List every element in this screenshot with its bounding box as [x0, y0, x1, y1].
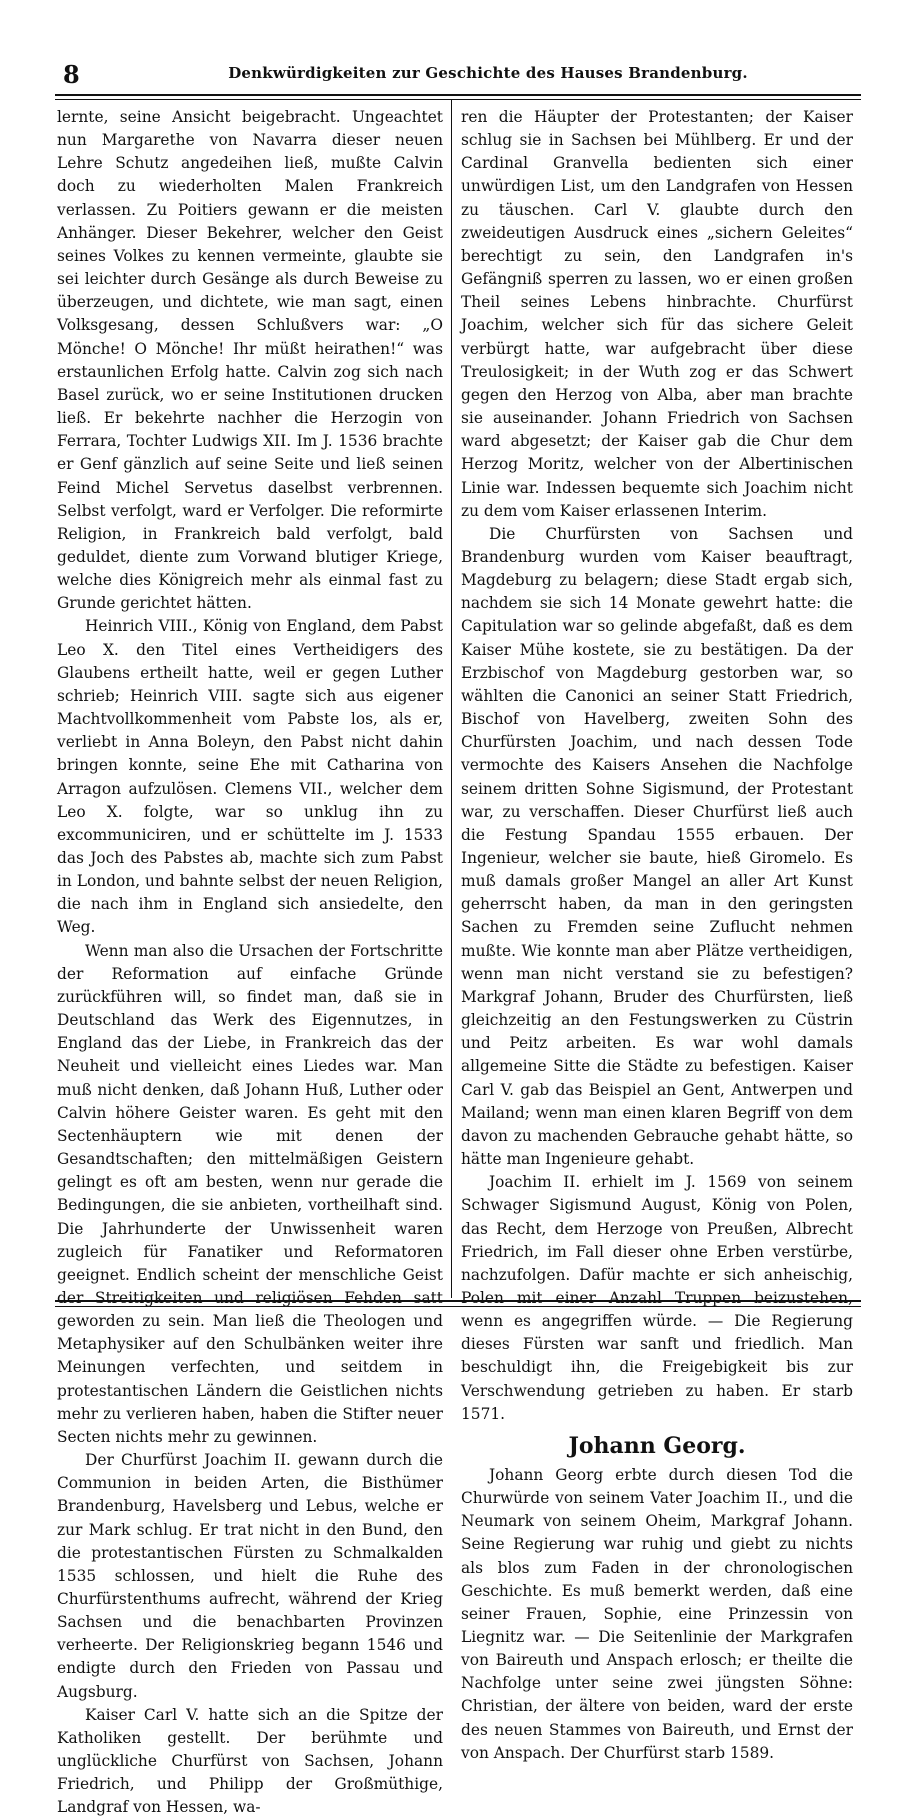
page-header	[55, 58, 861, 92]
paragraph: Heinrich VIII., König von England, dem Pabst Leo X. den Titel eines Vertheidigers des Glaubens ertheilt hatte, weil er gegen Luther schrieb; Heinrich VIII. sagte sich aus eigener Machtvollkommenheit vom Pabste los, als er, verliebt in Anna Boleyn, den Pabst nicht dahin bringen konnte, seine Ehe mit Catharina von Arragon aufzulösen. Clemens VII., welcher dem Leo X. folgte, war so unklug ihn zu excommuniciren, und er schüttelte im J. 1533 das Joch des Pabstes ab, machte sich zum Pabst in London, und bahnte selbst der neuen Religion, die nach ihm in England sich ansiedelte, den Weg.	[57, 617, 443, 937]
footer-rule	[55, 1300, 861, 1302]
right-column	[461, 106, 853, 1765]
document-page	[55, 58, 861, 1817]
paragraph: Der Churfürst Joachim II. gewann durch die Communion in beiden Arten, die Bisthümer Brandenburg, Havelsberg und Lebus, welche er zur Mark schlug. Er trat nicht in den Bund, den die protestantischen Fürsten zu Schmalkalden 1535 schlossen, und hielt die Ruhe des Churfürstenthums aufrecht, während der Krieg Sachsen und die benachbarten Provinzen verheerte. Der Religionskrieg begann 1546 und endigte durch den Frieden von Passau und Augsburg.	[57, 1451, 443, 1701]
paragraph: Wenn man also die Ursachen der Fortschritte der Reformation auf einfache Gründe zurückführen will, so findet man, daß sie in Deutschland das Werk des Eigennutzes, in England das der Liebe, in Frankreich das der Neuheit und vielleicht eines Liedes war. Man muß nicht denken, daß Johann Huß, Luther oder Calvin höhere Geister waren. Es geht mit den Sectenhäuptern wie mit denen der Gesandtschaften; den mittelmäßigen Geistern gelingt es oft am besten, wenn nur gerade die Bedingungen, die sie anbieten, vortheilhaft sind. Die Jahrhunderte der Unwissenheit waren zugleich für Fanatiker und Reformatoren geeignet. Endlich scheint der menschliche Geist der Streitigkeiten und religiösen Fehden satt geworden zu sein. Man ließ die Theologen und Metaphysiker auf den Schulbänken weiter ihre Meinungen verfechten, und seitdem in protestantischen Ländern die Geistlichen nichts mehr zu verlieren haben, haben die Stifter neuer Secten nichts mehr zu gewinnen.	[57, 941, 443, 1446]
header-rule	[55, 94, 861, 96]
paragraph: Joachim II. erhielt im J. 1569 von seinem Schwager Sigismund August, König von Polen, das Recht, dem Herzoge von Preußen, Albrecht Friedrich, im Fall dieser ohne Erben verstürbe, nachzufolgen. Dafür machte er sich anheischig, Polen mit einer Anzahl Truppen beizustehen, wenn es angegriffen würde. — Die Regierung dieses Fürsten war sanft und friedlich. Man beschuldigt ihn, die Freigebigkeit bis zur Verschwendung getrieben zu haben. Er starb 1571.	[461, 1173, 853, 1423]
paragraph: ren die Häupter der Protestanten; der Kaiser schlug sie in Sachsen bei Mühlberg. Er und der Cardinal Granvella bedienten sich einer unwürdigen List, um den Landgrafen von Hessen zu täuschen. Carl V. glaubte durch den zweideutigen Ausdruck eines „sichern Geleites“ berechtigt zu sein, den Landgrafen in's Gefängniß sperren zu lassen, wo er einen großen Theil seines Lebens hinbrachte. Churfürst Joachim, welcher sich für das sichere Geleit verbürgt hatte, war aufgebracht über diese Treulosigkeit; in der Wuth zog er das Schwert gegen den Herzog von Alba, aber man brachte sie auseinander. Johann Friedrich von Sachsen ward abgesetzt; der Kaiser gab die Chur dem Herzog Moritz, welcher von der Albertinischen Linie war. Indessen bequemte sich Joachim nicht zu dem vom Kaiser erlassenen Interim.	[461, 108, 853, 520]
paragraph: Kaiser Carl V. hatte sich an die Spitze der Katholiken gestellt. Der berühmte und unglückliche Churfürst von Sachsen, Johann Friedrich, und Philipp der Großmüthige, Landgraf von Hessen, wa-	[57, 1705, 443, 1817]
footer-rule-thin	[55, 1306, 861, 1307]
header-rule-thin	[55, 99, 861, 100]
column-divider	[451, 100, 452, 1298]
paragraph: lernte, seine Ansicht beigebracht. Ungeachtet nun Margarethe von Navarra dieser neuen Lehre Schutz angedeihen ließ, mußte Calvin doch zu wiederholten Malen Frankreich verlassen. Zu Poitiers gewann er die meisten Anhänger. Dieser Bekehrer, welcher den Geist seines Volkes zu kennen vermeinte, glaubte sie sei leichter durch Gesänge als durch Beweise zu überzeugen, und dichtete, wie man sagt, einen Volksgesang, dessen Schlußvers war: „O Mönche! O Mönche! Ihr müßt heirathen!“ was erstaunlichen Erfolg hatte. Calvin zog sich nach Basel zurück, wo er seine Institutionen drucken ließ. Er bekehrte nachher die Herzogin von Ferrara, Tochter Ludwigs XII. Im J. 1536 brachte er Genf gänzlich auf seine Seite und ließ seinen Feind Michel Servetus daselbst verbrennen. Selbst verfolgt, ward er Verfolger. Die reformirte Religion, in Frankreich bald verfolgt, bald geduldet, diente zum Vorwand blutiger Kriege, welche dies Königreich mehr als einmal fast zu Grunde gerichtet hätten.	[57, 108, 443, 613]
paragraph: Die Churfürsten von Sachsen und Brandenburg wurden vom Kaiser beauftragt, Magdeburg zu belagern; diese Stadt ergab sich, nachdem sie sich 14 Monate gewehrt hatte: die Capitulation war so gelinde abgefaßt, daß es dem Kaiser Mühe kostete, sie zu bestätigen. Da der Erzbischof von Magdeburg gestorben war, so wählten die Canonici an seiner Statt Friedrich, Bischof von Havelberg, zweiten Sohn des Churfürsten Joachim, und nach dessen Tode vermochte des Kaisers Ansehen die Nachfolge seinem dritten Sohne Sigismund, der Protestant war, zu verschaffen. Dieser Churfürst ließ auch die Festung Spandau 1555 erbauen. Der Ingenieur, welcher sie baute, hieß Giromelo. Es muß damals großer Mangel an aller Art Kunst geherrscht haben, da man in den geringsten Sachen zu Fremden seine Zuflucht nehmen mußte. Wie konnte man aber Plätze vertheidigen, wenn man nicht verstand sie zu befestigen? Markgraf Johann, Bruder des Churfürsten, ließ gleichzeitig an den Festungswerken zu Cüstrin und Peitz arbeiten. Es war wohl damals allgemeine Sitte die Städte zu befestigen. Kaiser Carl V. gab das Beispiel an Gent, Antwerpen und Mailand; wenn man einen klaren Begriff von dem davon zu machenden Gebrauche gehabt hätte, so hätte man Ingenieure gehabt.	[461, 524, 853, 1169]
page-number: 8	[63, 60, 80, 89]
running-title: Denkwürdigkeiten zur Geschichte des Hauses Brandenburg.	[228, 64, 748, 82]
left-column	[57, 106, 443, 1820]
section-heading: Johann Georg.	[568, 1432, 746, 1459]
paragraph: Johann Georg erbte durch diesen Tod die Churwürde von seinem Vater Joachim II., und die Neumark von seinem Oheim, Markgraf Johann. Seine Regierung war ruhig und giebt zu nichts als blos zum Faden in der chronologischen Geschichte. Es muß bemerkt werden, daß eine seiner Frauen, Sophie, eine Prinzessin von Liegnitz war. — Die Seitenlinie der Markgrafen von Baireuth und Anspach erlosch; er theilte die Nachfolge unter seine zwei jüngsten Söhne: Christian, der ältere von beiden, ward der erste des neuen Stammes von Baireuth, und Ernst der von Anspach. Der Churfürst starb 1589.	[461, 1465, 853, 1762]
